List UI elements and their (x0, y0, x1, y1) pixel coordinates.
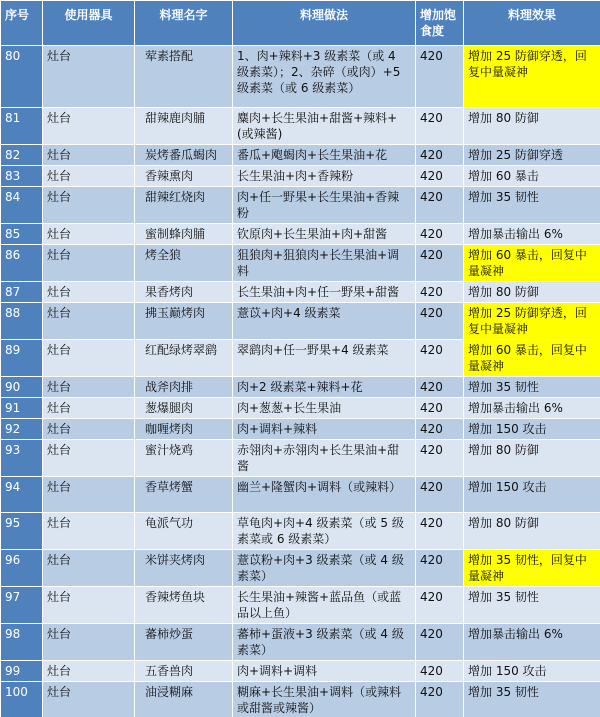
row-satiety: 420 (416, 282, 464, 303)
row-tool: 灶台 (43, 224, 135, 245)
row-recipe: 番瓜+飑蝎肉+长生果油+花 (233, 145, 416, 166)
row-number: 85 (1, 224, 43, 245)
table-row (1, 587, 600, 624)
table-row (1, 398, 600, 419)
row-effect: 增加 150 攻击 (464, 661, 600, 682)
row-satiety: 420 (416, 661, 464, 682)
table-row (1, 187, 600, 224)
header-tool: 使用器具 (43, 1, 135, 46)
row-tool: 灶台 (43, 587, 135, 624)
row-number: 86 (1, 245, 43, 282)
table-row (1, 550, 600, 587)
row-dish-name: 战斧肉排 (135, 377, 233, 398)
table-row (1, 661, 600, 682)
row-effect: 增加 150 攻击 (464, 477, 600, 513)
row-tool: 灶台 (43, 166, 135, 187)
row-dish-name: 香草烤蟹 (135, 477, 233, 513)
row-dish-name: 龟派气功 (135, 513, 233, 550)
table-row (1, 340, 600, 377)
row-dish-name: 红配绿烤翠鹞 (135, 340, 233, 377)
row-satiety: 420 (416, 419, 464, 440)
row-effect: 增加 60 暴击 (464, 166, 600, 187)
table-row (1, 282, 600, 303)
table-body (1, 46, 600, 717)
row-recipe: 肉+葱葱+长生果油 (233, 398, 416, 419)
row-dish-name: 油浸糊麻 (135, 682, 233, 717)
row-effect: 增加 25 防御穿透，回复中量凝神 (464, 46, 600, 108)
row-satiety: 420 (416, 550, 464, 587)
row-satiety: 420 (416, 587, 464, 624)
row-tool: 灶台 (43, 145, 135, 166)
row-tool: 灶台 (43, 682, 135, 717)
row-number: 84 (1, 187, 43, 224)
row-dish-name: 荤素搭配 (135, 46, 233, 108)
row-satiety: 420 (416, 513, 464, 550)
table-row (1, 682, 600, 717)
row-effect: 增加暴击输出 6% (464, 398, 600, 419)
row-number: 99 (1, 661, 43, 682)
row-dish-name: 咖喱烤肉 (135, 419, 233, 440)
row-tool: 灶台 (43, 477, 135, 513)
header-dish-name: 料理名字 (135, 1, 233, 46)
row-tool: 灶台 (43, 377, 135, 398)
row-dish-name: 炭烤番瓜蝎肉 (135, 145, 233, 166)
row-tool: 灶台 (43, 340, 135, 377)
table-row (1, 419, 600, 440)
row-tool: 灶台 (43, 245, 135, 282)
row-satiety: 420 (416, 46, 464, 108)
row-effect: 增加暴击输出 6% (464, 224, 600, 245)
row-tool: 灶台 (43, 187, 135, 224)
row-dish-name: 米饼夹烤肉 (135, 550, 233, 587)
row-number: 80 (1, 46, 43, 108)
header-satiety: 增加饱食度 (416, 1, 464, 46)
row-number: 98 (1, 624, 43, 661)
row-recipe: 幽兰+隆蟹肉+调料（或辣料） (233, 477, 416, 513)
row-dish-name: 果香烤肉 (135, 282, 233, 303)
row-effect: 增加 35 韧性，回复中量凝神 (464, 550, 600, 587)
row-recipe: 长生果油+肉+香辣粉 (233, 166, 416, 187)
row-effect: 增加 25 防御穿透，回复中量凝神 (464, 303, 600, 340)
row-dish-name: 蜜汁烧鸡 (135, 440, 233, 477)
row-number: 94 (1, 477, 43, 513)
row-tool: 灶台 (43, 419, 135, 440)
row-recipe: 糊麻+长生果油+调料（或辣料或甜酱或辣酱） (233, 682, 416, 717)
row-satiety: 420 (416, 224, 464, 245)
row-number: 87 (1, 282, 43, 303)
row-recipe: 肉+任一野果+长生果油+香辣粉 (233, 187, 416, 224)
row-effect: 增加 35 韧性 (464, 377, 600, 398)
row-satiety: 420 (416, 245, 464, 282)
row-tool: 灶台 (43, 108, 135, 145)
row-number: 92 (1, 419, 43, 440)
row-recipe: 1、肉+辣料+3 级素菜（或 4 级素菜）；2、杂碎（或肉）+5 级素菜（或 6 级素菜） (233, 46, 416, 108)
row-number: 89 (1, 340, 43, 377)
row-number: 96 (1, 550, 43, 587)
row-recipe: 蕃柿+蛋液+3 级素菜（或 4 级素菜） (233, 624, 416, 661)
row-satiety: 420 (416, 340, 464, 377)
row-recipe: 钦原肉+长生果油+肉+甜酱 (233, 224, 416, 245)
row-satiety: 420 (416, 303, 464, 340)
row-satiety: 420 (416, 682, 464, 717)
row-dish-name: 甜辣鹿肉脯 (135, 108, 233, 145)
row-number: 83 (1, 166, 43, 187)
row-number: 91 (1, 398, 43, 419)
row-number: 93 (1, 440, 43, 477)
row-recipe: 长生果油+辣酱+蓝品鱼（或蓝品以上鱼） (233, 587, 416, 624)
row-tool: 灶台 (43, 303, 135, 340)
row-dish-name: 蜜制蜂肉脯 (135, 224, 233, 245)
row-effect: 增加 35 韧性 (464, 587, 600, 624)
row-tool: 灶台 (43, 661, 135, 682)
row-tool: 灶台 (43, 282, 135, 303)
row-dish-name: 甜辣红烧肉 (135, 187, 233, 224)
table-row (1, 377, 600, 398)
table-row (1, 166, 600, 187)
row-dish-name: 烤全狼 (135, 245, 233, 282)
header-number: 序号 (1, 1, 43, 46)
row-number: 97 (1, 587, 43, 624)
row-satiety: 420 (416, 187, 464, 224)
row-tool: 灶台 (43, 440, 135, 477)
row-tool: 灶台 (43, 513, 135, 550)
row-effect: 增加 150 攻击 (464, 419, 600, 440)
row-tool: 灶台 (43, 550, 135, 587)
header-recipe: 料理做法 (233, 1, 416, 46)
row-recipe: 赤翎肉+赤翎肉+长生果油+甜酱 (233, 440, 416, 477)
table-row (1, 303, 600, 340)
row-recipe: 长生果油+肉+任一野果+甜酱 (233, 282, 416, 303)
row-satiety: 420 (416, 440, 464, 477)
row-satiety: 420 (416, 145, 464, 166)
row-effect: 增加 80 防御 (464, 513, 600, 550)
table-row (1, 145, 600, 166)
header-effect: 料理效果 (464, 1, 600, 46)
row-recipe: 肉+2 级素菜+辣料+花 (233, 377, 416, 398)
row-recipe: 薏苡+肉+4 级素菜 (233, 303, 416, 340)
row-effect: 增加 80 防御 (464, 440, 600, 477)
row-recipe: 麋肉+长生果油+甜酱+辣料+(或辣酱) (233, 108, 416, 145)
row-number: 81 (1, 108, 43, 145)
row-dish-name: 拂玉巅烤肉 (135, 303, 233, 340)
row-effect: 增加 60 暴击，回复中量凝神 (464, 340, 600, 377)
row-satiety: 420 (416, 166, 464, 187)
row-recipe: 翠鹞肉+任一野果+4 级素菜 (233, 340, 416, 377)
table-row (1, 108, 600, 145)
row-effect: 增加 80 防御 (464, 282, 600, 303)
table-row (1, 224, 600, 245)
row-effect: 增加暴击输出 6% (464, 624, 600, 661)
row-tool: 灶台 (43, 624, 135, 661)
row-satiety: 420 (416, 398, 464, 419)
row-satiety: 420 (416, 377, 464, 398)
row-recipe: 肉+调料+辣料 (233, 419, 416, 440)
row-number: 88 (1, 303, 43, 340)
row-tool: 灶台 (43, 398, 135, 419)
row-dish-name: 香辣熏肉 (135, 166, 233, 187)
table-row (1, 46, 600, 108)
row-recipe: 薏苡粉+肉+3 级素菜（或 4 级素菜） (233, 550, 416, 587)
row-dish-name: 蕃柿炒蛋 (135, 624, 233, 661)
row-effect: 增加 60 暴击，回复中量凝神 (464, 245, 600, 282)
table-row (1, 477, 600, 513)
row-satiety: 420 (416, 477, 464, 513)
row-effect: 增加 25 防御穿透 (464, 145, 600, 166)
table-row (1, 440, 600, 477)
row-satiety: 420 (416, 108, 464, 145)
row-number: 100 (1, 682, 43, 717)
row-number: 90 (1, 377, 43, 398)
header-row (1, 1, 600, 46)
row-tool: 灶台 (43, 46, 135, 108)
row-dish-name: 香辣烤鱼块 (135, 587, 233, 624)
row-recipe: 草龟肉+肉+4 级素菜（或 5 级素菜或 6 级素菜） (233, 513, 416, 550)
table-row (1, 624, 600, 661)
table-row (1, 245, 600, 282)
row-effect: 增加 80 防御 (464, 108, 600, 145)
row-effect: 增加 35 韧性 (464, 187, 600, 224)
row-dish-name: 五香兽肉 (135, 661, 233, 682)
row-number: 82 (1, 145, 43, 166)
row-dish-name: 葱爆腿肉 (135, 398, 233, 419)
row-number: 95 (1, 513, 43, 550)
row-satiety: 420 (416, 624, 464, 661)
row-recipe: 肉+调料+调料 (233, 661, 416, 682)
row-effect: 增加 35 韧性 (464, 682, 600, 717)
table-row (1, 513, 600, 550)
row-recipe: 狙狼肉+狙狼肉+长生果油+调料 (233, 245, 416, 282)
